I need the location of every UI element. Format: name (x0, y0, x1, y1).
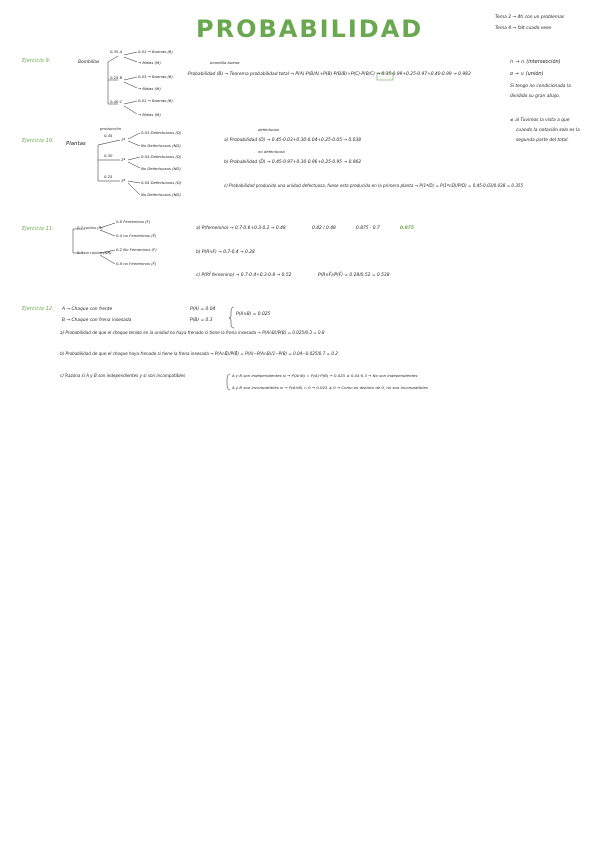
ej9-root: Bombillas (78, 60, 100, 65)
ej10-caption: producción (100, 126, 122, 131)
ej11-question-c: c) P(Rf̄ femenino) → 0.7·0.4+0.3·0.8 → 0.52 (196, 273, 292, 278)
ej10-question-a: a) Probabilidad (D) → 0.45·0.03+0.30·0.04+0.25·0.05 → 0.038 (224, 138, 362, 143)
ej12-event-a: A → Chaque con frente (62, 307, 113, 312)
ej12-question-b: b) Probabilidad de que el choque haya frenado si tiene la frena insesada → P(A∩B̄)/P(B̄) = P(A)−P(A∩B)/1−P(B) = 0.04−0.025/0.7 = 0.2 (60, 351, 338, 356)
ej10-leaf-2b: No Defectuosos (ND) (141, 166, 181, 171)
ej12-question-a: a) Probabilidad de que el choque tenido en la unidad no haya frenado si tiene la frena insesada → P(A∩B)/P(B) = 0.025/0.3 = 0.8 (60, 330, 325, 335)
ej12-question-c2: A y B son incompatibles si → P(A∩B) = 0 → 0.025 ≠ 0 → Como es distinto de 0, no son incompatibles (232, 385, 428, 390)
ej9-leaf-a2: → Malas (M) (138, 60, 161, 65)
exercise-10-label: Ejercicio 10: (22, 138, 54, 144)
side-note-union: o → ∪ (unión) (510, 71, 544, 77)
exercise-9-label: Ejercicio 9: (22, 58, 51, 64)
side-note-line-3: Si tengo no condicionada la (510, 84, 571, 89)
ej12-prob-a: P(A) = 0.04 (190, 307, 216, 312)
ej9-leaf-b1: 0.03 → Buenas (B) (138, 74, 173, 79)
side-note-line-6: cuando la notación solo es la (516, 128, 580, 133)
top-note-line-2: Tema 4 → falt cuado veen (495, 26, 552, 31)
page-title: PROBABILIDAD (196, 15, 424, 43)
ej11-leaf-1a: 0.6 Femeninos (F) (116, 219, 151, 224)
ej11-qa-result-2: 0.875 · 0.7 (356, 226, 380, 231)
ej11-leaf-2a: 0.2 No Femeninos (F) (116, 247, 157, 252)
ej11-branch-1: 0.7 rubios (R) (77, 225, 103, 230)
ej10-leaf-3b: No Defectuosos (ND) (141, 192, 181, 197)
exercise-12-label: Ejercicio 12: (22, 306, 54, 312)
ej12-event-b: B → Chaque con frena insesada (62, 318, 132, 323)
ej10-leaf-3a: 0.05 Defectuosos (D) (141, 180, 182, 185)
ej9-leaf-c1: 0.01 → Buenas (B) (138, 98, 173, 103)
side-note-line-7: segunda parte del total. (516, 138, 569, 143)
ej9-formula: Probabilidad (B) → Teorema probabilidad total → P(A)·P(B/A)+P(B)·P(B/B)+P(C)·P(B/C) → 0.35·0.99+0.25·0.97+0.40·0.99 → 0.983 (188, 72, 471, 77)
ej10-p3: 0.25 (104, 174, 113, 179)
ej9-branch-c: 0.40 C (110, 99, 123, 104)
ej9-leaf-b2: → Malas (M) (138, 86, 161, 91)
ej12-prob-b: P(B) = 0.3 (190, 318, 213, 323)
ej12-question-c: c) Razona si A y B son independientes y si son incompatibles (60, 373, 186, 378)
ej11-branch-2: 0.3 no rubios (NR) (77, 250, 112, 255)
ej11-qa-result-3: 0.875 (400, 226, 414, 231)
ej11-question-a: a) P(femenino) → 0.7·0.6+0.3·0.2 → 0.48 (196, 226, 286, 231)
ej11-qc-result: P(R∩F̄)/P(F̄) = 0.28/0.52 = 0.538 (318, 273, 390, 278)
ej11-question-b: b) P(R∩F) → 0.7·0.4 → 0.28 (196, 250, 255, 255)
ej12-prob-ab: P(A∩B) = 0.025 (236, 312, 271, 317)
ej10-p1: 0.45 (104, 133, 113, 138)
ej10-branch-3: 3ª (121, 178, 126, 183)
ej11-qa-result-1: 0.42 / 0.48 (312, 226, 336, 231)
ej10-p2: 0.30 (104, 153, 113, 158)
ej10-qa-caption: defectuoso (258, 127, 280, 132)
ej9-leaf-a1: 0.01 → Buenas (B) (138, 49, 173, 54)
exercise-11-label: Ejercicio 11: (22, 226, 54, 232)
ej9-branch-b: 0.25 B (110, 75, 123, 80)
ej11-leaf-1b: 0.4 no Femeninos (F̄) (116, 233, 157, 238)
ej10-branch-1: 1ª (121, 137, 126, 142)
ej9-leaf-c2: → Malas (M) (138, 112, 161, 117)
ej10-root: Plantas (66, 141, 86, 147)
ej10-qb-caption: no defectuoso (258, 149, 285, 154)
ej9-branch-a: 0.35 A (110, 49, 123, 54)
ej10-question-b: b) Probabilidad (D̄) → 0.45·0.97+0.30·0.96+0.25·0.95 → 0.962 (224, 160, 362, 165)
top-note-line-1: Tema 2 → 4ti con un problemas (495, 15, 565, 20)
ej10-leaf-1b: No Defectuosos (ND) (141, 143, 181, 148)
ej10-leaf-2a: 0.04 Defectuosos (D) (141, 154, 182, 159)
ej10-branch-2: 2ª (121, 157, 126, 162)
ej11-leaf-2b: 0.8 no Femeninos (F̄) (116, 261, 157, 266)
ej12-question-c1: A y B son independientes si → P(A∩B) = P(A)·P(B) → 0.025 ≠ 0.04·0.3 → No son independientes (232, 373, 418, 378)
side-note-line-5: ≠ al Tuvimos la vista a que (510, 118, 570, 123)
side-note-intersection: ∩ → ∩ (intersección) (510, 59, 561, 65)
ej9-note: bombilla buena (210, 60, 240, 65)
side-note-line-4: dividido su gran abajo. (510, 94, 561, 99)
ej10-leaf-1a: 0.03 Defectuosos (D) (141, 130, 182, 135)
ej10-question-c: c) Probabilidad producido una unidad defectuosa, fuese esta producida en la primera planta → P(1ª/D) = P(1ª∩D)/P(D) = 0.45·0.03/0.038 = 0.355 (224, 183, 524, 188)
